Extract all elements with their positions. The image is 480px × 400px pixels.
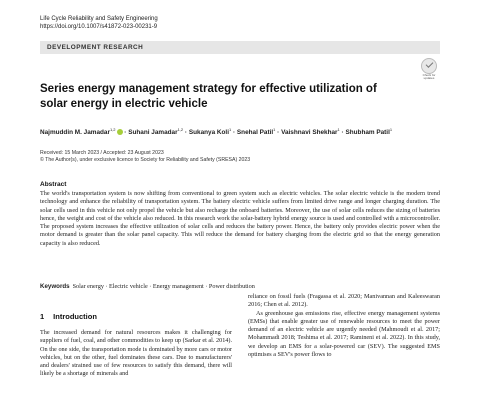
- author-affiliation: 1: [337, 127, 340, 132]
- copyright-notice: © The Author(s), under exclusive licence to Society for Reliability and Safety (SRESA) 2023: [40, 157, 251, 163]
- intro-left-column: The increased demand for natural resources makes it challenging for suppliers of fuel, coal, and other commodities to keep up (Sarkar et al. 2014). On the one side, the transportation mode is dominated by more cars or motor vehicles, but on the other, fuel dominates these cars. Due to manufacturers' and dealers' strained use of few resources to satisfy this demand, there will likely be a shortage of minerals and: [40, 329, 232, 378]
- author-affiliation: 1: [228, 127, 232, 132]
- section-label-bar: [40, 41, 440, 54]
- article-title: Series energy management strategy for effective utilization of solar energy in electric vehicle: [40, 83, 377, 110]
- paragraph: As greenhouse gas emissions rise, effective energy management systems (EMSs) that enable greater use of renewable resources to meet the power demand of an electric vehicle are urgently needed (Mahmoudi et al. 2017; Mohammadi 2018; Teshima et al. 2017; Ramineni et al. 2022). In this study, we develop an EMS for a solar-powered car (SEV). The suggested EMS optimises a SEV's power flows to: [248, 309, 440, 359]
- intro-right-column: [248, 293, 440, 400]
- journal-header: [40, 15, 158, 31]
- author-name[interactable]: Suhani Jamadar: [128, 129, 178, 137]
- check-for-updates-icon: [421, 58, 437, 74]
- section-title: Introduction: [53, 312, 97, 321]
- keywords-list: Solar energy · Electric vehicle · Energy management · Power distribution: [72, 283, 255, 290]
- journal-name: Life Cycle Reliability and Safety Engineering: [40, 16, 158, 22]
- author-name[interactable]: Vaishnavi Shekhar: [281, 129, 338, 137]
- author-affiliation: 1,2: [177, 127, 184, 132]
- section-number: 1: [40, 312, 45, 321]
- article-dates: [40, 150, 250, 164]
- introduction-heading: [40, 312, 97, 321]
- orcid-icon[interactable]: [117, 129, 123, 135]
- check-for-updates-badge[interactable]: [419, 58, 439, 80]
- abstract-text: The world's transportation system is now shifting from conventional to green system such as electric vehicles. The solar electric vehicle is the modern trend technology and enhance the reliability of transportation system. The battery electric vehicle suffers from limited drive range and longer charging duration. The solar cells used in this vehicle not only propel the vehicle but also recharge the onboard batteries. Moreover, the use of solar cells reduces the sizing of batteries hence, the weight and cost of the vehicle also reduced. In this research work the solar-battery hybrid energy source is used and controlled with a microcontroller. The proposed system increases the effective utilization of solar cells and reduces the battery power. Hence, the battery only provides electric power when the motor demand is greater than the solar panel capacity. This will reduce the demand for battery charging from the electric grid so that the energy generation capacity is also reduced.: [40, 190, 440, 247]
- author-affiliation: 1: [389, 127, 393, 132]
- check-for-updates-label: Check for updates: [422, 73, 436, 81]
- doi-link[interactable]: https://doi.org/10.1007/s41872-023-00231-9: [40, 24, 158, 30]
- author-name[interactable]: Snehal Patil: [236, 129, 274, 137]
- abstract-heading: Abstract: [40, 181, 67, 188]
- author-name[interactable]: Najmuddin M. Jamadar: [40, 129, 110, 137]
- received-accepted-dates: Received: 15 March 2023 / Accepted: 23 August 2023: [40, 150, 164, 156]
- author-affiliation: 1: [273, 127, 276, 132]
- author-list: Najmuddin M. Jamadar$^{1,2}$ · Suhani Jamadar$^{1,2}$ · Sukanya Koli$^1$ · Snehal Patil$^1$ · Vaishnavi Shekhar$^1$ · Shubham Patil$^1$: [40, 127, 393, 137]
- author-name[interactable]: Shubham Patil: [345, 129, 390, 137]
- author-name[interactable]: Sukanya Koli: [188, 129, 229, 137]
- keywords-label: Keywords: [40, 283, 70, 290]
- author-affiliation: 1,2: [109, 127, 116, 132]
- keywords-line: [40, 283, 440, 291]
- paragraph: reliance on fossil fuels (Fragassa et al. 2020; Manivannan and Kaleeswaran 2016; Chen et al. 2012).: [248, 293, 440, 309]
- section-label: DEVELOPMENT RESEARCH: [47, 44, 144, 51]
